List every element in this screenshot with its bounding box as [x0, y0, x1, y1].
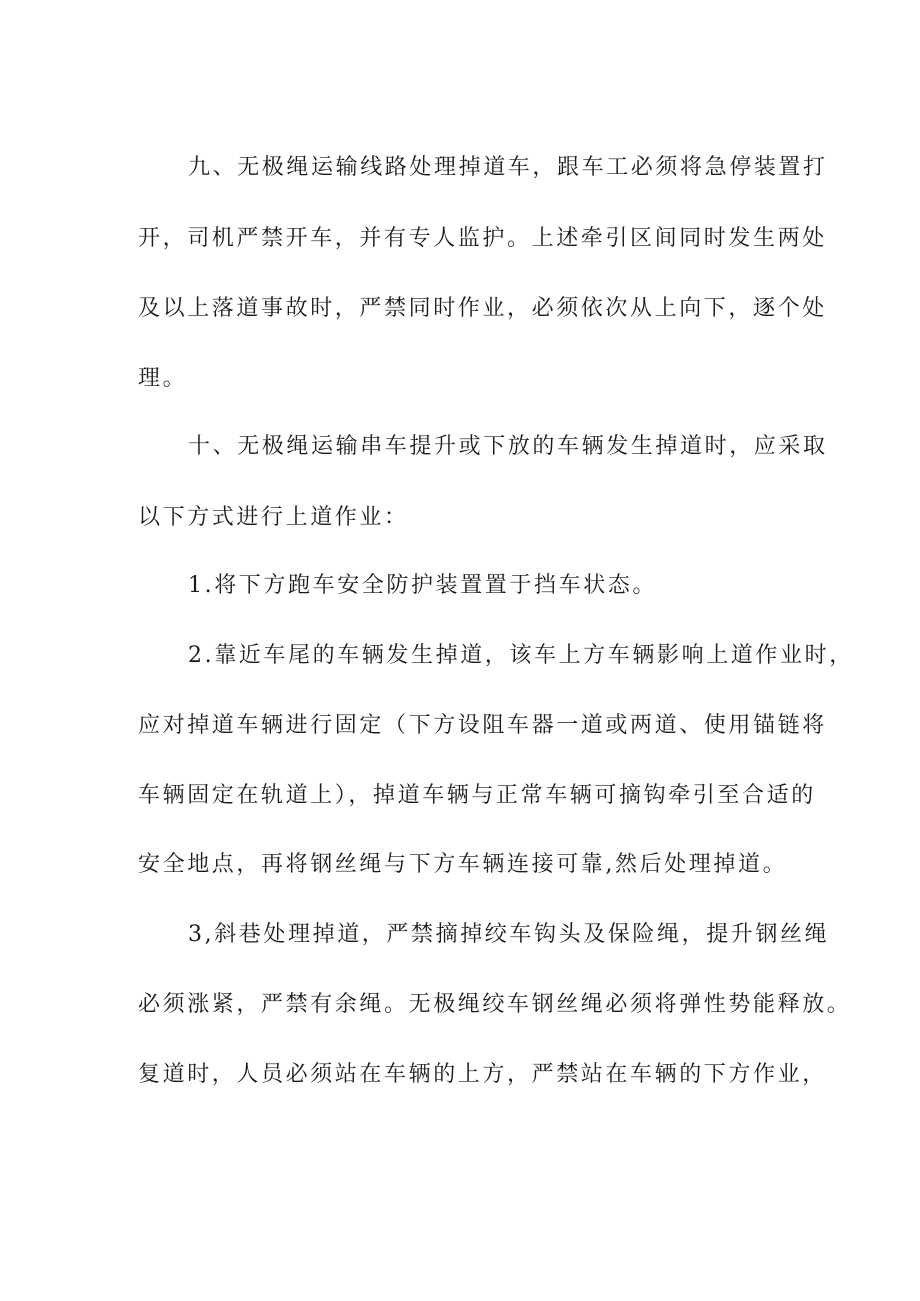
item-2-line-2: 应对掉道车辆进行固定（下方设阻车器一道或两道、使用锚链将: [138, 713, 827, 738]
item-2-line-4: 安全地点，再将钢丝绳与下方车辆连接可靠,然后处理掉道。: [138, 852, 788, 877]
paragraph-9-line-1: 九、无极绳运输线路处理掉道车，跟车工必须将急停装置打: [188, 155, 828, 180]
paragraph-10-line-2: 以下方式进行上道作业：: [138, 505, 409, 530]
paragraph-9-line-4: 理。: [138, 366, 188, 391]
paragraph-10-line-1: 十、无极绳运输串车提升或下放的车辆发生掉道时，应采取: [188, 434, 828, 459]
item-2-line-1: 2.靠近车尾的车辆发生掉道，该车上方车辆影响上道作业时，: [188, 643, 854, 668]
item-3-line-3: 复道时，人员必须站在车辆的上方，严禁站在车辆的下方作业，: [138, 1062, 827, 1087]
item-3-line-2: 必须涨紧，严禁有余绳。无极绳绞车钢丝绳必须将弹性势能释放。: [138, 992, 852, 1017]
item-2-line-3: 车辆固定在轨道上），掉道车辆与正常车辆可摘钩牵引至合适的: [138, 783, 816, 808]
paragraph-9-line-3: 及以上落道事故时，严禁同时作业，必须依次从上向下，逐个处: [138, 296, 827, 321]
item-3-line-1: 3,斜巷处理掉道，严禁摘掉绞车钩头及保险绳，提升钢丝绳: [188, 922, 830, 947]
paragraph-9-line-2: 开，司机严禁开车，并有专人监护。上述牵引区间同时发生两处: [138, 226, 827, 251]
item-1-line-1: 1.将下方跑车安全防护装置置于挡车状态。: [188, 573, 657, 598]
